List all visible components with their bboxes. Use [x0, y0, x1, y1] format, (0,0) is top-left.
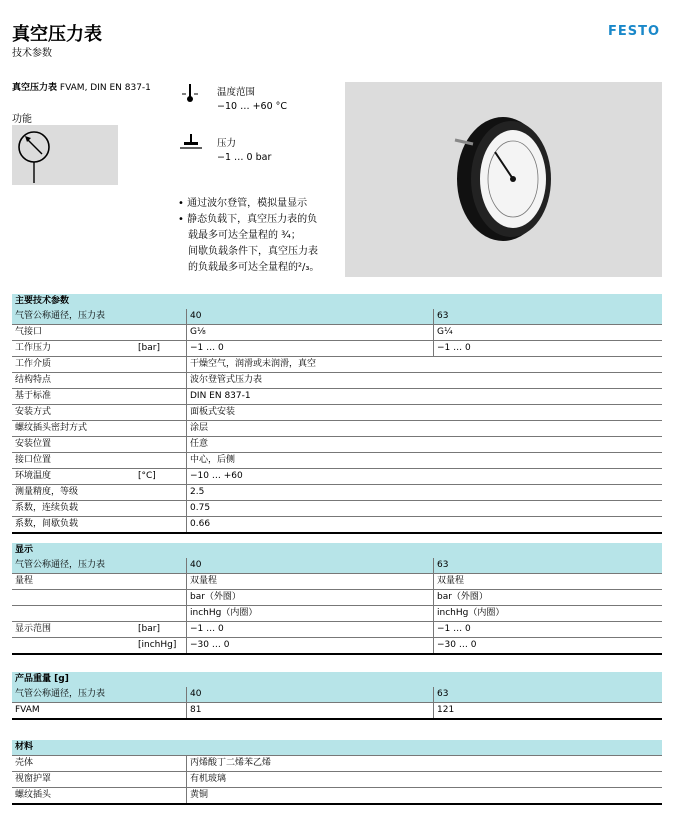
row-value: −10 … +60 [187, 469, 663, 485]
row-value: 有机玻璃 [187, 772, 663, 788]
row-label: 工作介质 [12, 357, 135, 373]
row-value: bar（外圈） [434, 590, 663, 606]
row-value: 面板式安装 [187, 405, 663, 421]
table-row [12, 606, 662, 622]
row-label: 接口位置 [12, 453, 135, 469]
row-value: 任意 [187, 437, 663, 453]
section-header [12, 740, 662, 756]
row-unit [135, 590, 187, 606]
table-row [12, 421, 662, 437]
header-cell: 40 [187, 687, 434, 703]
feature-item: • 静态负载下，真空压力表的负 [178, 214, 318, 225]
row-unit: [°C] [135, 469, 187, 485]
row-label: 视窗护罩 [12, 772, 135, 788]
table-row [12, 325, 662, 341]
row-unit: [inchHg] [135, 638, 187, 655]
feature-item: 载最多可达全量程的 ¾； [188, 230, 301, 241]
row-unit [135, 325, 187, 341]
gauge-symbol-icon [12, 125, 118, 185]
row-unit [135, 517, 187, 534]
temperature-label: 温度范围 [217, 87, 256, 98]
table-row [12, 485, 662, 501]
row-value: DIN EN 837-1 [187, 389, 663, 405]
row-label: 结构特点 [12, 373, 135, 389]
row-value: 0.66 [187, 517, 663, 534]
festo-logo: FESTO [607, 24, 660, 39]
section-header [12, 294, 662, 309]
row-unit [135, 501, 187, 517]
header-cell [135, 558, 187, 574]
row-value: 丙烯酸丁二烯苯乙烯 [187, 756, 663, 772]
row-value: −1 … 0 [187, 622, 434, 638]
feature-item: • 通过波尔登管，模拟量显示 [178, 198, 308, 209]
section-title: 材料 [12, 740, 662, 756]
display-table [12, 543, 662, 655]
row-unit [135, 703, 187, 720]
row-value: 0.75 [187, 501, 663, 517]
row-value: 双量程 [434, 574, 663, 590]
product-name [12, 80, 151, 93]
table-row [12, 574, 662, 590]
row-unit [135, 405, 187, 421]
row-unit [135, 772, 187, 788]
row-unit [135, 437, 187, 453]
row-value: −1 … 0 [187, 341, 434, 357]
table-row [12, 469, 662, 485]
row-label: 螺纹插头密封方式 [12, 421, 135, 437]
pressure-spec [217, 137, 271, 165]
row-unit [135, 756, 187, 772]
table-row [12, 517, 662, 534]
table-row [12, 772, 662, 788]
row-label: 气接口 [12, 325, 135, 341]
table-row [12, 437, 662, 453]
row-label: 工作压力 [12, 341, 135, 357]
table-row [12, 357, 662, 373]
pressure-gauge-image [345, 82, 662, 277]
page-title: 真空压力表 [12, 24, 102, 45]
table-header-row [12, 309, 662, 325]
row-unit [135, 389, 187, 405]
row-label: 壳体 [12, 756, 135, 772]
table-row [12, 341, 662, 357]
row-value: 黄铜 [187, 788, 663, 805]
row-value: bar（外圈） [187, 590, 434, 606]
row-unit [135, 606, 187, 622]
row-value: −30 … 0 [434, 638, 663, 655]
row-value: 涂层 [187, 421, 663, 437]
table-header-row [12, 687, 662, 703]
header-cell: 气管公称通径，压力表 [12, 309, 135, 325]
section-header [12, 543, 662, 558]
row-unit [135, 421, 187, 437]
row-label: 量程 [12, 574, 135, 590]
table-row [12, 638, 662, 655]
pressure-label: 压力 [217, 138, 237, 149]
row-unit [135, 357, 187, 373]
table-row [12, 373, 662, 389]
header-cell [135, 309, 187, 325]
header-cell: 气管公称通径，压力表 [12, 687, 135, 703]
header-cell [135, 687, 187, 703]
product-photo [345, 82, 662, 277]
row-label [12, 638, 135, 655]
row-value: −1 … 0 [434, 622, 663, 638]
row-label: 显示范围 [12, 622, 135, 638]
row-value: 中心，后侧 [187, 453, 663, 469]
row-value: 波尔登管式压力表 [187, 373, 663, 389]
row-unit [135, 485, 187, 501]
feature-list [178, 196, 348, 276]
table-row [12, 590, 662, 606]
row-unit [135, 788, 187, 805]
table-row [12, 405, 662, 421]
product-name-bold: 真空压力表 [12, 83, 58, 93]
row-value: inchHg（内圈） [187, 606, 434, 622]
table-row [12, 756, 662, 772]
row-label: 环境温度 [12, 469, 135, 485]
header-cell: 63 [434, 309, 663, 325]
section-title: 主要技术参数 [12, 294, 662, 309]
main-params-table [12, 294, 662, 534]
function-label: 功能 [12, 114, 32, 125]
row-value: 干燥空气，润滑或未润滑，真空 [187, 357, 663, 373]
table-row [12, 453, 662, 469]
temperature-spec [217, 86, 287, 114]
row-value: −1 … 0 [434, 341, 663, 357]
page-subtitle: 技术参数 [12, 48, 52, 59]
temperature-value: −10 … +60 °C [217, 101, 288, 112]
feature-item: 的负载最多可达全量程的²/₃。 [188, 262, 320, 273]
header-cell: 40 [187, 309, 434, 325]
header-cell: 气管公称通径，压力表 [12, 558, 135, 574]
section-title: 显示 [12, 543, 662, 558]
table-row [12, 389, 662, 405]
row-label: 安装位置 [12, 437, 135, 453]
row-value: −30 … 0 [187, 638, 434, 655]
section-title: 产品重量 [g] [12, 672, 662, 687]
row-label: 螺纹插头 [12, 788, 135, 805]
table-row [12, 501, 662, 517]
pressure-icon [180, 132, 202, 156]
row-label: 安装方式 [12, 405, 135, 421]
gauge-symbol-box [12, 125, 118, 185]
row-label [12, 590, 135, 606]
row-value: 双量程 [187, 574, 434, 590]
feature-item: 间歇负载条件下，真空压力表 [188, 246, 318, 257]
row-unit [135, 574, 187, 590]
header-cell: 63 [434, 558, 663, 574]
row-unit: [bar] [135, 341, 187, 357]
row-unit [135, 373, 187, 389]
row-unit: [bar] [135, 622, 187, 638]
row-value: inchHg（内圈） [434, 606, 663, 622]
row-label: 基于标准 [12, 389, 135, 405]
table-row [12, 703, 662, 720]
row-value: 121 [434, 703, 663, 720]
table-row [12, 622, 662, 638]
table-row [12, 788, 662, 805]
row-unit [135, 453, 187, 469]
thermometer-icon [180, 82, 200, 108]
table-header-row [12, 558, 662, 574]
row-value: 2.5 [187, 485, 663, 501]
header-cell: 40 [187, 558, 434, 574]
header-cell: 63 [434, 687, 663, 703]
row-label: 系数，间歇负载 [12, 517, 135, 534]
row-label: 测量精度，等级 [12, 485, 135, 501]
row-label: FVAM [12, 703, 135, 720]
material-table [12, 740, 662, 805]
product-name-rest: FVAM, DIN EN 837-1 [59, 83, 151, 93]
pressure-value: −1 … 0 bar [217, 152, 272, 163]
row-value: G¼ [434, 325, 663, 341]
row-label: 系数，连续负载 [12, 501, 135, 517]
row-value: 81 [187, 703, 434, 720]
row-value: G⅛ [187, 325, 434, 341]
row-label [12, 606, 135, 622]
section-header [12, 672, 662, 687]
weight-table [12, 672, 662, 720]
